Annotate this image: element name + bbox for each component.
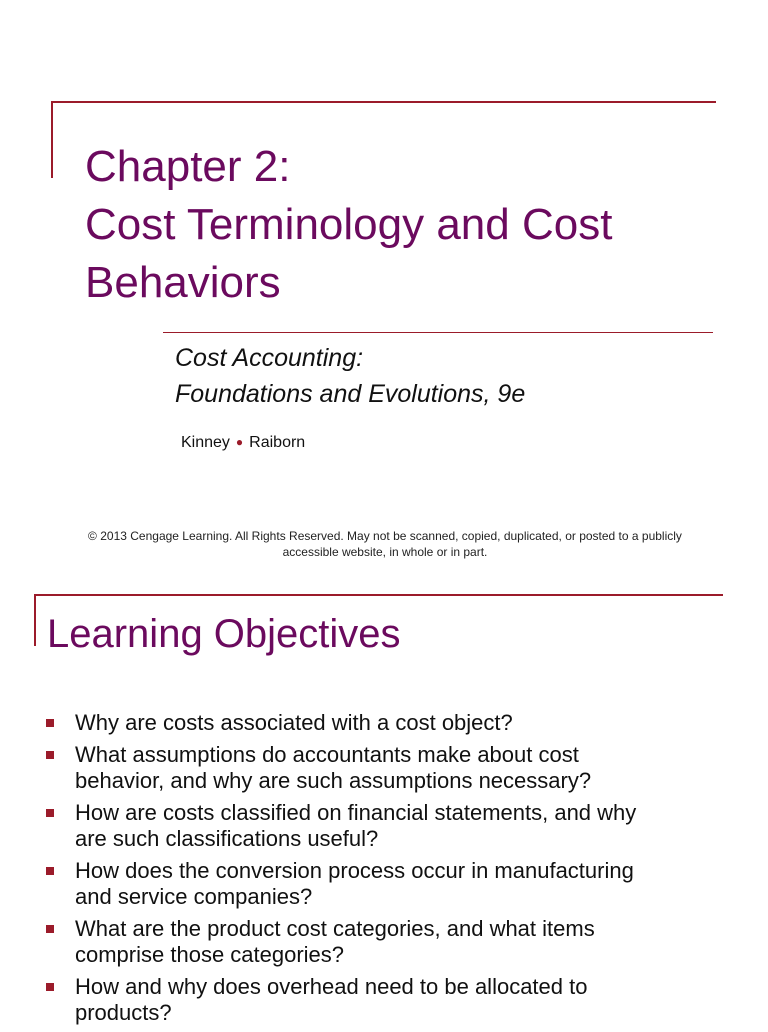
- square-bullet-icon: [46, 983, 54, 991]
- square-bullet-icon: [46, 809, 54, 817]
- objective-line: How are costs classified on financial statements, and why: [75, 800, 637, 825]
- subtitle-line: Cost Accounting:: [175, 344, 364, 372]
- separator-dot: ●: [235, 435, 244, 449]
- objective-line: How does the conversion process occur in manufacturing: [75, 858, 634, 883]
- list-item: [46, 800, 746, 852]
- left-rule: [51, 101, 53, 178]
- objective-line: behavior, and why are such assumptions necessary?: [75, 768, 592, 793]
- chapter-title: [85, 138, 725, 312]
- square-bullet-icon: [46, 751, 54, 759]
- objective-line: are such classifications useful?: [75, 826, 379, 851]
- objective-line: Why are costs associated with a cost object?: [75, 710, 513, 735]
- list-item: [46, 916, 746, 968]
- objective-line: products?: [75, 1000, 172, 1025]
- subtitle-line: Foundations and Evolutions, 9e: [175, 380, 526, 408]
- author-name: Raiborn: [249, 434, 306, 451]
- author-name: Kinney: [181, 434, 230, 451]
- objective-line: and service companies?: [75, 884, 313, 909]
- left-rule: [34, 594, 36, 646]
- authors: [181, 434, 305, 452]
- top-rule: [51, 101, 716, 103]
- title-line: Cost Terminology and Cost: [85, 200, 613, 249]
- square-bullet-icon: [46, 867, 54, 875]
- top-rule: [34, 594, 723, 596]
- subtitle-rule: [163, 332, 713, 333]
- objective-line: What assumptions do accountants make about cost: [75, 742, 579, 767]
- slide-title: Learning Objectives: [47, 612, 401, 656]
- square-bullet-icon: [46, 719, 54, 727]
- title-line: Behaviors: [85, 258, 281, 307]
- objective-line: How and why does overhead need to be allocated to: [75, 974, 588, 999]
- copyright-line: accessible website, in whole or in part.: [282, 545, 488, 559]
- list-item: [46, 974, 746, 1026]
- square-bullet-icon: [46, 925, 54, 933]
- title-line: Chapter 2:: [85, 142, 291, 191]
- objective-line: What are the product cost categories, and what items: [75, 916, 595, 941]
- list-item: [46, 858, 746, 910]
- objectives-list: [46, 710, 746, 1032]
- copyright-line: © 2013 Cengage Learning. All Rights Reserved. May not be scanned, copied, duplicated, or posted to a publicly: [88, 529, 682, 543]
- book-subtitle: [175, 340, 525, 412]
- list-item: [46, 742, 746, 794]
- copyright-notice: [40, 528, 730, 560]
- objective-line: comprise those categories?: [75, 942, 345, 967]
- list-item: [46, 710, 746, 736]
